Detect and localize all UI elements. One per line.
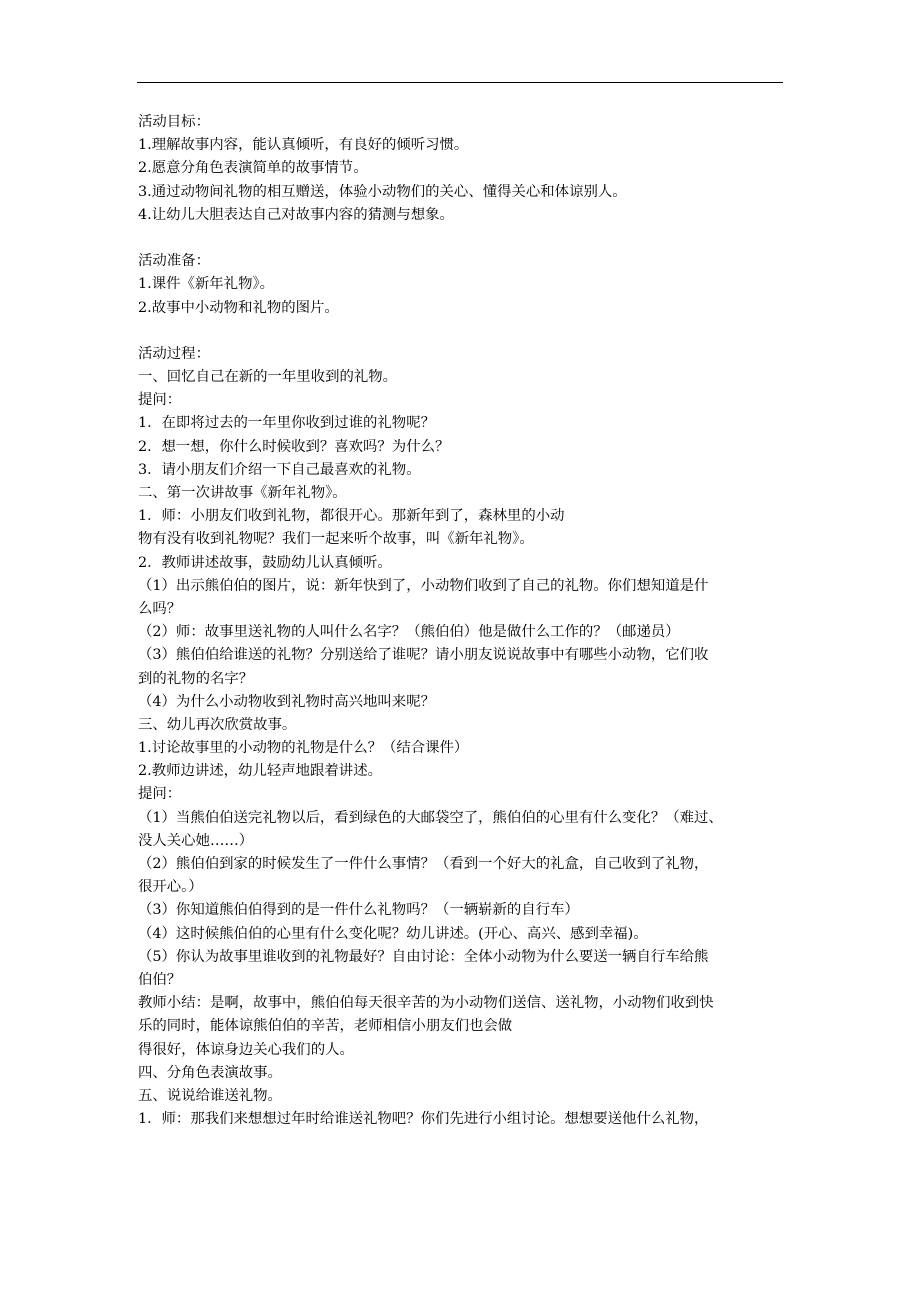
process-line: （3）你知道熊伯伯得到的是一件什么礼物吗？（一辆崭新的自行车） — [138, 902, 579, 919]
process-heading: 活动过程： — [138, 345, 210, 362]
process-line: 三、幼儿再次欣赏故事。 — [138, 716, 297, 733]
process-line: 得很好，体谅身边关心我们的人。 — [138, 1041, 354, 1058]
document-body — [138, 111, 798, 1131]
process-line: 没人关心她……） — [138, 832, 254, 849]
process-line: 五、说说给谁送礼物。 — [138, 1087, 282, 1104]
process-line: 乐的同时，能体谅熊伯伯的辛苦，老师相信小朋友们也会做 — [138, 1018, 513, 1035]
prep-item: 1.课件《新年礼物》。 — [138, 276, 275, 293]
process-line: 2.教师边讲述，幼儿轻声地跟着讲述。 — [138, 763, 382, 780]
process-line: 一、回忆自己在新的一年里收到的礼物。 — [138, 369, 398, 386]
process-line: 很开心。） — [138, 879, 203, 896]
process-line: （4）这时候熊伯伯的心里有什么变化呢？幼儿讲述。(开心、高兴、感到幸福)。 — [138, 925, 648, 942]
process-line: 提问： — [138, 392, 182, 409]
process-line: （1）当熊伯伯送完礼物以后，看到绿色的大邮袋空了，熊伯伯的心里有什么变化？（难过、 — [138, 809, 723, 826]
process-line: 教师小结：是啊，故事中，熊伯伯每天很辛苦的为小动物们送信、送礼物，小动物们收到快 — [138, 995, 714, 1012]
process-line: 2．想一想，你什么时候收到？喜欢吗？为什么？ — [138, 438, 450, 455]
prep-heading: 活动准备： — [138, 253, 210, 270]
process-line: 么吗？ — [138, 600, 182, 617]
process-line: 伯伯？ — [138, 971, 182, 988]
process-line: 1．师：小朋友们收到礼物，都很开心。那新年到了，森林里的小动 — [138, 508, 565, 525]
goal-item: 3.通过动物间礼物的相互赠送，体验小动物们的关心、懂得关心和体谅别人。 — [138, 183, 627, 200]
paragraph-gap — [138, 320, 798, 343]
process-line: 1.讨论故事里的小动物的礼物是什么？（结合课件） — [138, 740, 469, 757]
process-line: 物有没有收到礼物呢？我们一起来听个故事，叫《新年礼物》。 — [138, 531, 534, 548]
process-line: 提问： — [138, 786, 182, 803]
process-line: （1）出示熊伯伯的图片，说：新年快到了，小动物们收到了自己的礼物。你们想知道是什 — [138, 577, 709, 594]
process-line: （4）为什么小动物收到礼物时高兴地叫来呢？ — [138, 693, 435, 710]
process-line: 四、分角色表演故事。 — [138, 1064, 282, 1081]
process-line: 2．教师讲述故事，鼓励幼儿认真倾听。 — [138, 554, 392, 571]
process-line: （3）熊伯伯给谁送的礼物？分别送给了谁呢？请小朋友说说故事中有哪些小动物，它们收 — [138, 647, 709, 664]
process-line: （5）你认为故事里谁收到的礼物最好？自由讨论：全体小动物为什么要送一辆自行车给熊 — [138, 948, 709, 965]
process-line: （2）师：故事里送礼物的人叫什么名字？（熊伯伯）他是做什么工作的？（邮递员） — [138, 624, 680, 641]
process-line: 二、第一次讲故事《新年礼物》。 — [138, 485, 347, 501]
header-rule — [137, 82, 783, 83]
process-line: （2）熊伯伯到家的时候发生了一件什么事情？（看到一个好大的礼盒，自己收到了礼物， — [138, 856, 709, 872]
prep-item: 2.故事中小动物和礼物的图片。 — [138, 299, 339, 316]
goal-item: 1.理解故事内容，能认真倾听，有良好的倾听习惯。 — [138, 137, 469, 154]
goals-heading: 活动目标： — [138, 114, 210, 130]
goal-item: 4.让幼儿大胆表达自己对故事内容的猜测与想象。 — [138, 206, 454, 223]
process-line: 1．在即将过去的一年里你收到过谁的礼物呢？ — [138, 415, 435, 432]
process-line: 3．请小朋友们介绍一下自己最喜欢的礼物。 — [138, 461, 421, 478]
goal-item: 2.愿意分角色表演简单的故事情节。 — [138, 160, 368, 177]
process-line: 1．师：那我们来想想过年时给谁送礼物吧？你们先进行小组讨论。想想要送他什么礼物， — [138, 1111, 709, 1128]
process-line: 到的礼物的名字？ — [138, 670, 254, 687]
paragraph-gap — [138, 227, 798, 250]
